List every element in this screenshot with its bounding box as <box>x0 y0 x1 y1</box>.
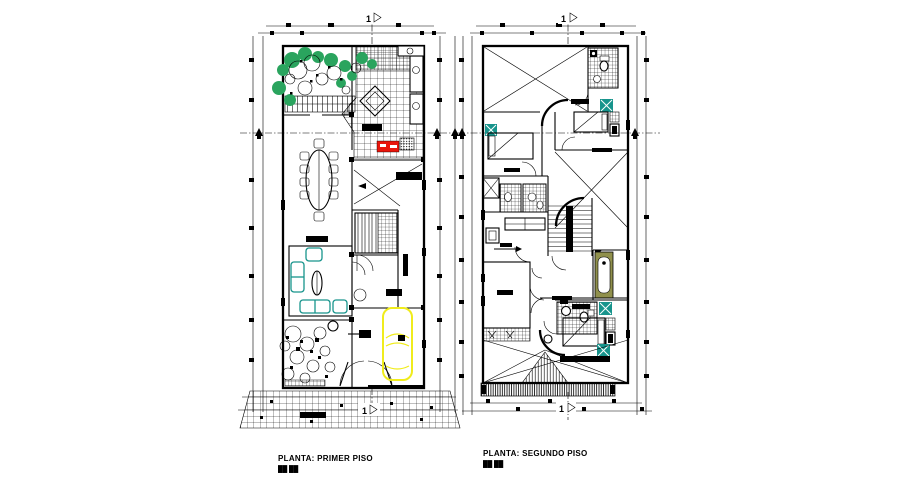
bed <box>574 112 608 132</box>
toilet <box>600 61 608 71</box>
entry-doors <box>340 330 392 386</box>
living-room <box>289 246 352 316</box>
plan-title-second-floor: PLANTA: SEGUNDO PISO <box>483 449 588 458</box>
room-label-block <box>504 168 520 172</box>
void-over-garden <box>483 46 588 176</box>
axis-marker-bottom <box>556 402 576 414</box>
axis-label: 1 <box>362 406 368 416</box>
axis-label: 1 <box>366 14 372 24</box>
garage <box>368 308 424 389</box>
axis-label: 1 <box>561 14 567 24</box>
scale-note: ██ ██ <box>483 461 504 468</box>
first-floor-plan <box>238 12 460 473</box>
wardrobe <box>572 304 590 309</box>
armchair <box>306 248 322 261</box>
axis-marker-top <box>363 12 382 24</box>
balcony-railing <box>481 383 615 396</box>
bedroom-bottom <box>531 296 628 362</box>
bathroom-top-right <box>575 48 618 105</box>
sidewalk <box>238 391 460 428</box>
sink <box>562 307 571 316</box>
scale-note: ██ ██ <box>278 466 299 473</box>
room-bottom-left <box>483 247 544 341</box>
room-label-block <box>497 290 513 295</box>
dimension-frame <box>458 12 660 420</box>
bathtub-zone <box>555 250 628 300</box>
axis-marker-bottom <box>358 403 380 416</box>
second-floor-plan <box>458 12 660 468</box>
room-label-block <box>306 236 328 242</box>
bedroom-top-right <box>555 99 628 152</box>
toilet <box>580 312 588 322</box>
toilet <box>505 193 512 202</box>
garage-door <box>368 385 424 389</box>
bathrooms-mid-left <box>483 178 548 252</box>
sink <box>594 76 601 83</box>
sink <box>528 193 536 201</box>
axis-label: 1 <box>559 404 565 414</box>
dining-room <box>300 139 338 242</box>
axis-marker-top <box>558 12 578 24</box>
patio-service <box>354 164 422 206</box>
staircase <box>352 213 408 301</box>
staircase <box>548 198 592 270</box>
armchair <box>333 300 347 313</box>
garden-bottom <box>280 321 338 386</box>
plan-title-first-floor: PLANTA: PRIMER PISO <box>278 454 373 463</box>
wardrobe <box>571 99 589 104</box>
